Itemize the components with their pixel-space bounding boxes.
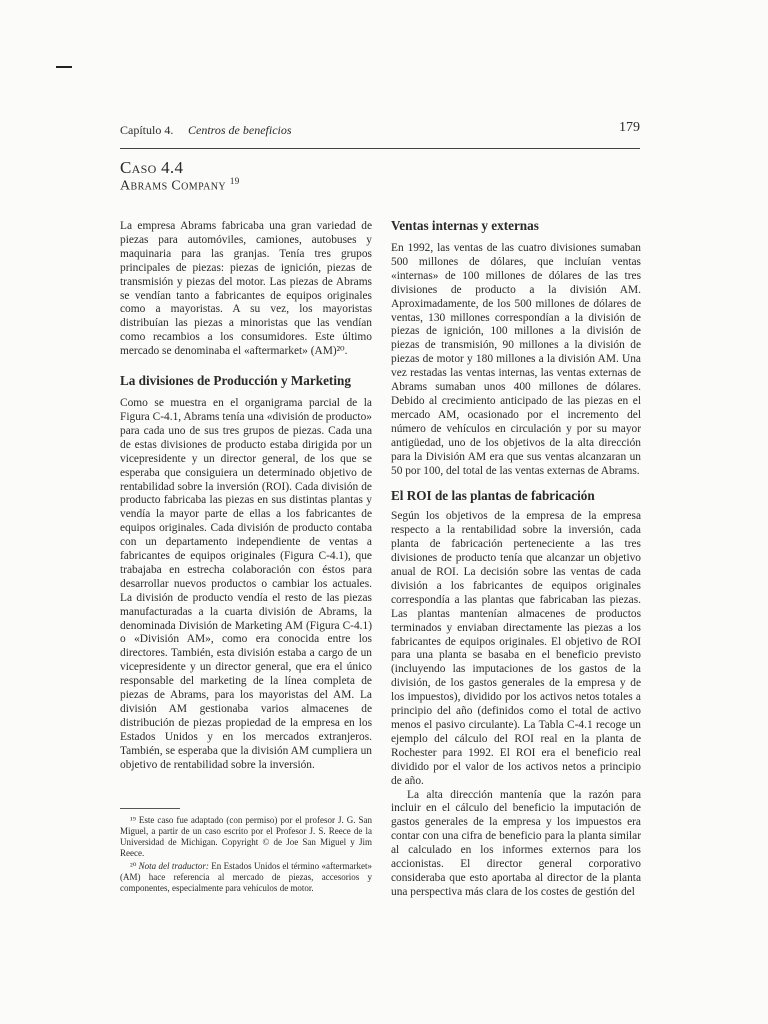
sales-paragraph: En 1992, las ventas de las cuatro divisiones sumaban 500 millones de dólares, que incluían ventas «internas» de 100 millones de dólares de las tres divisiones de producto a la división AM. Aproximadamente, de los 500 millones de dólares de ventas, 130 millones correspondían a la división de piezas de ignición, 100 millones a la división de piezas de transmisión, 90 millones a la división de piezas de motor y 180 millones a la división AM. Una vez restadas las ventas internas, las ventas externas de Abrams sumaban unos 400 millones de dólares. Debido al crecimiento anticipado de las piezas en el mercado AM, ocasionado por el incremento del número de vehículos en circulación y por su mayor antigüedad, uno de los objetivos de la alta dirección para la División AM era que sus ventas alcanzaran un 50 por 100, del total de las ventas externas de Abrams. <box>391 242 641 477</box>
roi-paragraph: Según los objetivos de la empresa de la empresa respecto a la rentabilidad sobre la inversión, cada planta de fabricación perteneciente a las tres divisiones de producto tenía que alcanzar un objetivo anual de ROI. La decisión sobre las ventas de cada división a los fabricantes de equipos originales correspondía a las plantas que fabricaban las piezas. Las plantas mantenían almacenes de productos terminados y enviaban directamente las piezas a los fabricantes de equipos originales. El objetivo de ROI para una planta se basaba en el beneficio previsto (incluyendo las imputaciones de los gastos de la división, de los gastos generales de la empresa y de los impuestos), dividido por los activos netos totales a principio del año (definidos como el total de activo menos el pasivo circulante). La Tabla C-4.1 recoge un ejemplo del cálculo del ROI real en la planta de Rochester para 1992. El ROI era el beneficio real dividido por el valor de los activos netos a principio de año. <box>391 510 641 787</box>
footnote-20-label: ²⁰ <box>130 861 139 871</box>
page-number: 179 <box>619 120 640 135</box>
section-heading-divisions: La divisiones de Producción y Marketing <box>120 373 351 389</box>
footnotes <box>120 808 372 896</box>
header-rule <box>120 148 640 149</box>
footnote-20 <box>120 861 372 894</box>
management-paragraph: La alta dirección mantenía que la razón para incluir en el cálculo del beneficio la imputación de gastos generales de la empresa y los impuestos era contar con una cifra de beneficio para la planta similar al calculado en los informes externos para los accionistas. El director general corporativo consideraba que esto aportaba al director de la planta una perspectiva más clara de los costes de gestión del <box>391 788 641 898</box>
right-column <box>391 218 641 900</box>
footnote-20-italic: Nota del traductor: <box>138 861 209 871</box>
section-heading-sales: Ventas internas y externas <box>391 218 539 233</box>
case-number: Caso 4.4 <box>120 158 184 177</box>
case-title <box>120 176 240 195</box>
footnote-20-text: En Estados Unidos el término «aftermarket» (AM) hace referencia al mercado de piezas, accesorios y componentes, especialmente para vehículos de motor. <box>120 861 372 893</box>
running-head <box>120 120 640 140</box>
footnote-rule <box>120 808 180 809</box>
footnote-19: ¹⁹ Este caso fue adaptado (con permiso) por el profesor J. G. San Miguel, a partir de un caso escrito por el Profesor J. S. Reece de la Universidad de Michigan. Copyright © de Joe San Miguel y Jim Reece. <box>120 815 372 858</box>
section-heading-roi: El ROI de las plantas de fabricación <box>391 488 595 504</box>
intro-paragraph: La empresa Abrams fabricaba una gran variedad de piezas para automóviles, camiones, autobuses y maquinaria para las granjas. Tenía tres grupos principales de piezas: piezas de ignición, piezas de transmisión y piezas del motor. Las piezas de Abrams se vendían tanto a fabricantes de equipos originales como a mayoristas. A su vez, los mayoristas distribuían las piezas a minoristas que las vendían como recambios a los consumidores. Este último mercado se denominaba el «aftermarket» (AM)²⁰. <box>120 220 372 358</box>
crop-mark <box>56 66 72 68</box>
case-title-text: Abrams Company <box>120 178 226 194</box>
case-title-note: 19 <box>229 176 240 186</box>
divisions-paragraph: Como se muestra en el organigrama parcial de la Figura C-4.1, Abrams tenía una «división de producto» para cada uno de sus tres grupos de piezas. Cada una de estas divisiones de producto estaba dirigida por un vicepresidente y un director general, de los que se esperaba que consiguiera un determinado objetivo de rentabilidad sobre la inversión (ROI). Cada división de producto fabricaba las piezas en sus distintas plantas y vendía la mayor parte de ellas a los fabricantes de equipos originales. Cada división de producto contaba con un departamento independiente de ventas a fabricantes de equipos originales (Figura C-4.1), que trabajaba en estrecha colaboración con éstos para desarrollar nuevos productos o cambiar los actuales. La división de producto vendía el resto de las piezas manufacturadas a la cuarta división de Abrams, la denominada División de Marketing AM (Figura C-4.1) o «División AM», como era conocida entre los directores. También, esta división estaba a cargo de un vicepresidente y un director general, que era el único responsable del marketing de la línea completa de piezas de Abrams, para los mayoristas del AM. La división AM gestionaba varios almacenes de distribución de piezas propiedad de la empresa en los Estados Unidos y en los mercados extranjeros. También, se esperaba que la división AM cumpliera un objetivo de rentabilidad sobre la inversión. <box>120 397 372 771</box>
chapter-label: Capítulo 4. <box>120 123 174 137</box>
section-label: Centros de beneficios <box>188 123 292 137</box>
left-column <box>120 220 372 773</box>
